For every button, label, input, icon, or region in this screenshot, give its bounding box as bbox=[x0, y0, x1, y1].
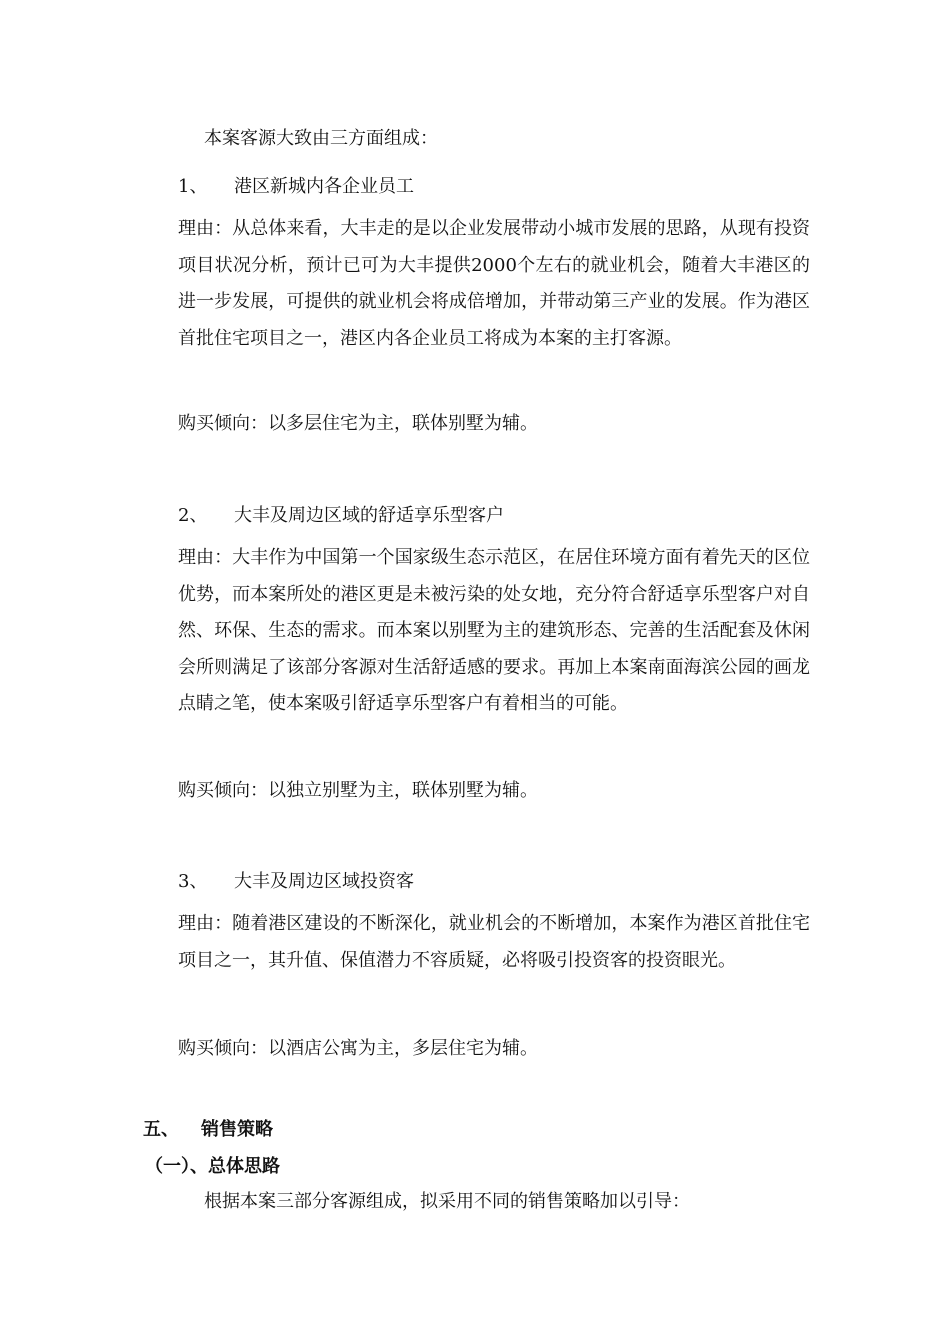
section-1-heading bbox=[178, 175, 414, 199]
chapter-number: 五、 bbox=[143, 1119, 179, 1140]
intro-text: 本案客源大致由三方面组成： bbox=[204, 128, 438, 149]
section-1-title: 港区新城内各企业员工 bbox=[234, 176, 414, 197]
section-1-number: 1、 bbox=[178, 176, 208, 197]
chapter-heading bbox=[143, 1118, 273, 1142]
closing-text: 根据本案三部分客源组成，拟采用不同的销售策略加以引导： bbox=[204, 1191, 690, 1212]
section-1-reason: 理由：从总体来看，大丰走的是以企业发展带动小城市发展的思路，从现有投资项目状况分析，预计已可为大丰提供2000个左右的就业机会，随着大丰港区的进一步发展，可提供的就业机会将成倍增加，并带动第三产业的发展。作为港区首批住宅项目之一，港区内各企业员工将成为本案的主打客源。 bbox=[178, 218, 810, 349]
chapter-title: 销售策略 bbox=[201, 1119, 273, 1140]
section-2-heading bbox=[178, 504, 504, 528]
section-3-title: 大丰及周边区域投资客 bbox=[234, 871, 414, 892]
section-2-tendency: 购买倾向：以独立别墅为主，联体别墅为辅。 bbox=[178, 780, 538, 801]
subsection-heading: （一）、总体思路 bbox=[145, 1156, 280, 1177]
section-3-number: 3、 bbox=[178, 871, 208, 892]
section-2-number: 2、 bbox=[178, 505, 208, 526]
section-3-reason: 理由：随着港区建设的不断深化，就业机会的不断增加，本案作为港区首批住宅项目之一，其升值、保值潜力不容质疑，必将吸引投资客的投资眼光。 bbox=[178, 913, 810, 971]
section-2-title: 大丰及周边区域的舒适享乐型客户 bbox=[234, 505, 504, 526]
section-3-tendency: 购买倾向：以酒店公寓为主，多层住宅为辅。 bbox=[178, 1038, 538, 1059]
section-1-tendency: 购买倾向：以多层住宅为主，联体别墅为辅。 bbox=[178, 413, 538, 434]
section-3-heading bbox=[178, 870, 414, 894]
section-2-reason: 理由：大丰作为中国第一个国家级生态示范区，在居住环境方面有着先天的区位优势，而本案所处的港区更是未被污染的处女地，充分符合舒适享乐型客户对自然、环保、生态的需求。而本案以别墅为主的建筑形态、完善的生活配套及休闲会所则满足了该部分客源对生活舒适感的要求。再加上本案南面海滨公园的画龙点睛之笔，使本案吸引舒适享乐型客户有着相当的可能。 bbox=[178, 547, 810, 714]
